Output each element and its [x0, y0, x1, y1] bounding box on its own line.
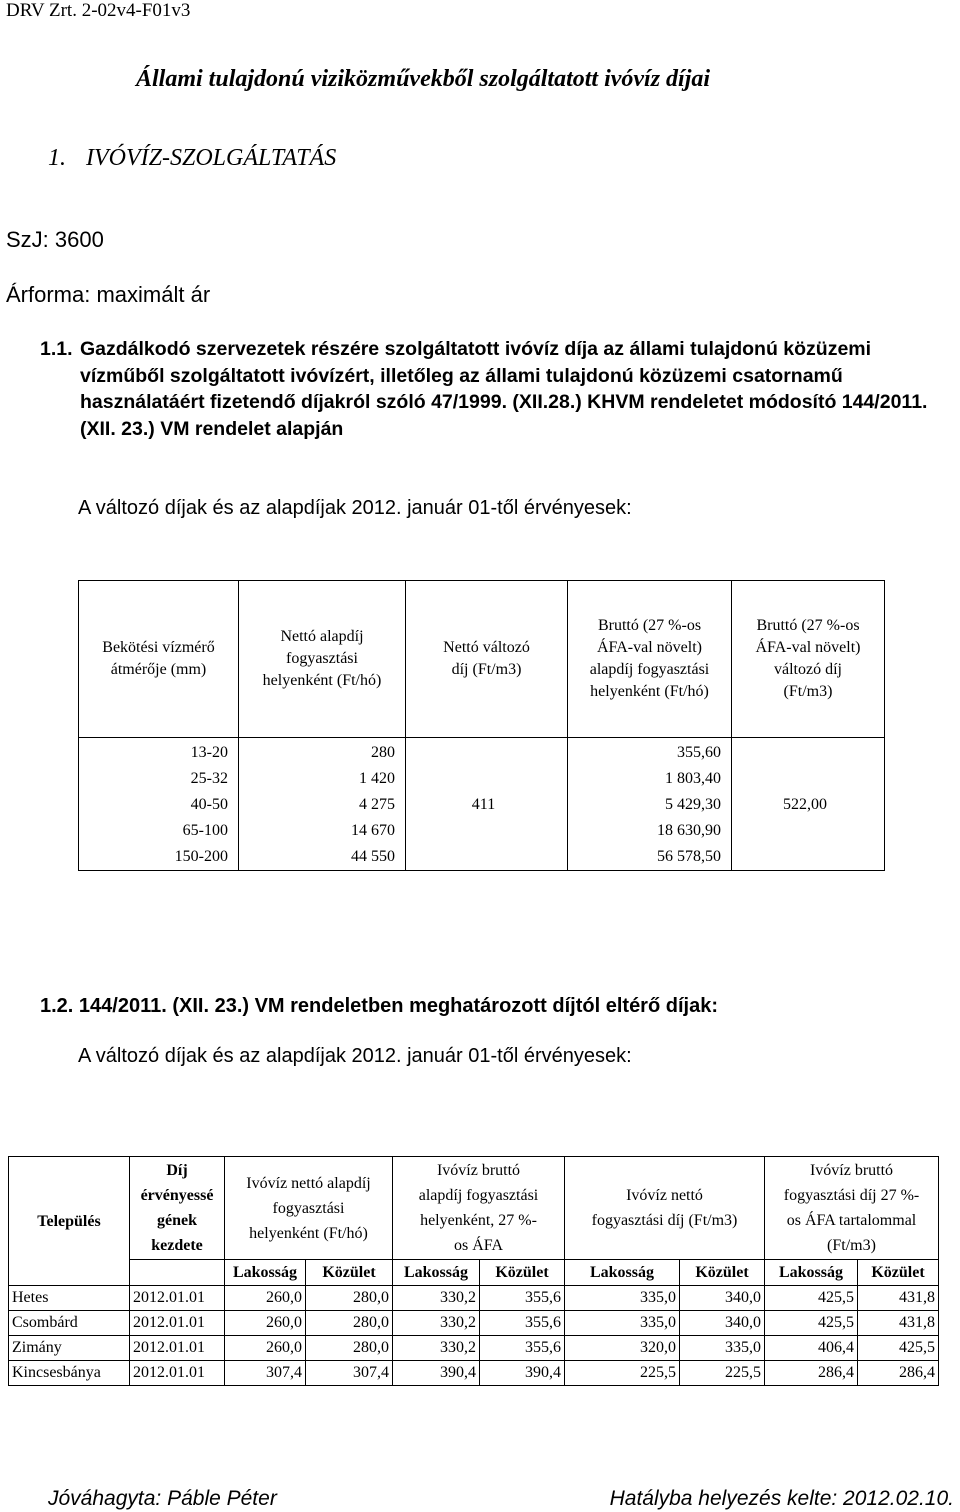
- subheader-lakossag: Lakosság: [565, 1260, 680, 1286]
- cell-net-base: 280: [239, 738, 406, 767]
- cell-gross-base: 355,60: [677, 744, 721, 761]
- cell-value: 425,5: [765, 1311, 858, 1336]
- col-header-gross-variable: Bruttó (27 %-os ÁFA-val növelt) változó díj (Ft/m3): [732, 581, 885, 738]
- table-row: [9, 1286, 939, 1311]
- table-row: [9, 1336, 939, 1361]
- cell-value: 280,0: [306, 1311, 393, 1336]
- col-header-date: Díj érvényessé gének kezdete: [130, 1157, 225, 1260]
- cell-net-base: 1 420: [239, 766, 406, 792]
- cell-value: 355,6: [480, 1336, 565, 1361]
- document-code: DRV Zrt. 2-02v4-F01v3: [6, 0, 191, 21]
- cell-net-base: 44 550: [239, 844, 406, 871]
- table-header-row: [79, 581, 885, 738]
- cell-value: 286,4: [858, 1361, 939, 1386]
- cell-value: 431,8: [858, 1286, 939, 1311]
- cell-value: 431,8: [858, 1311, 939, 1336]
- cell-value: 335,0: [680, 1336, 765, 1361]
- cell-value: 330,2: [393, 1286, 480, 1311]
- subheader-lakossag: Lakosság: [765, 1260, 858, 1286]
- subsection-1-2: 1.2. 144/2011. (XII. 23.) VM rendeletben meghatározott díjtól eltérő díjak:: [40, 995, 718, 1017]
- cell-settlement: Csombárd: [9, 1311, 130, 1336]
- cell-gross-base: 1 803,40: [665, 770, 721, 787]
- subheader-kozulet: Közület: [306, 1260, 393, 1286]
- effective-date: Hatályba helyezés kelte: 2012.02.10.: [609, 1487, 954, 1510]
- cell-value: 340,0: [680, 1286, 765, 1311]
- cell-gross-base: 5 429,30: [665, 796, 721, 813]
- cell-date: 2012.01.01: [130, 1361, 225, 1386]
- cell-value: 260,0: [225, 1286, 306, 1311]
- cell-net-variable: 411: [406, 738, 568, 871]
- section-number: 1.: [48, 145, 66, 171]
- col-header-gross-variable: Ivóvíz bruttó fogyasztási díj 27 %- os ÁFA tartalommal (Ft/m3): [765, 1157, 939, 1260]
- cell-value: 330,2: [393, 1311, 480, 1336]
- cell-settlement: Hetes: [9, 1286, 130, 1311]
- cell-value: 355,6: [480, 1311, 565, 1336]
- table-header-row: [9, 1157, 939, 1260]
- cell-value: 355,6: [480, 1286, 565, 1311]
- szj-code: SzJ: 3600: [6, 227, 104, 252]
- cell-diameter: 25-32: [79, 766, 239, 792]
- col-header-gross-base: Bruttó (27 %-os ÁFA-val növelt) alapdíj fogyasztási helyenként (Ft/hó): [568, 581, 732, 738]
- cell-value: 320,0: [565, 1336, 680, 1361]
- cell-value: 390,4: [393, 1361, 480, 1386]
- cell-value: 425,5: [765, 1286, 858, 1311]
- cell-settlement: Kincsesbánya: [9, 1361, 130, 1386]
- cell-value: 390,4: [480, 1361, 565, 1386]
- col-header-net-base: Ivóvíz nettó alapdíj fogyasztási helyenként (Ft/hó): [225, 1157, 393, 1260]
- cell-value: 225,5: [680, 1361, 765, 1386]
- subheader-blank: [130, 1260, 225, 1286]
- cell-value: 425,5: [858, 1336, 939, 1361]
- col-header-settlement: Település: [9, 1157, 130, 1286]
- table-row: [9, 1311, 939, 1336]
- cell-value: 406,4: [765, 1336, 858, 1361]
- fee-table-1: [78, 580, 885, 871]
- validity-note-1: A változó díjak és az alapdíjak 2012. január 01-től érvényesek:: [78, 497, 632, 519]
- col-header-net-base: Nettó alapdíj fogyasztási helyenként (Ft/hó): [239, 581, 406, 738]
- cell-diameter: 13-20: [79, 738, 239, 767]
- page-title: Állami tulajdonú viziközművekből szolgáltatott ivóvíz díjai: [136, 66, 711, 92]
- cell-value: 225,5: [565, 1361, 680, 1386]
- cell-gross-base: 18 630,90: [657, 822, 721, 839]
- cell-gross-variable: 522,00: [732, 738, 885, 871]
- col-header-diameter: Bekötési vízmérő átmérője (mm): [79, 581, 239, 738]
- cell-net-base: 14 670: [239, 818, 406, 844]
- cell-date: 2012.01.01: [130, 1311, 225, 1336]
- cell-value: 307,4: [306, 1361, 393, 1386]
- cell-date: 2012.01.01: [130, 1336, 225, 1361]
- section-title-text: IVÓVÍZ-SZOLGÁLTATÁS: [86, 145, 337, 171]
- cell-settlement: Zimány: [9, 1336, 130, 1361]
- cell-value: 335,0: [565, 1311, 680, 1336]
- subheader-kozulet: Közület: [680, 1260, 765, 1286]
- section-title: [48, 145, 356, 172]
- cell-value: 307,4: [225, 1361, 306, 1386]
- cell-net-base: 4 275: [239, 792, 406, 818]
- cell-value: 286,4: [765, 1361, 858, 1386]
- subheader-kozulet: Közület: [858, 1260, 939, 1286]
- cell-diameter: 150-200: [79, 844, 239, 871]
- col-header-net-variable: Ivóvíz nettó fogyasztási díj (Ft/m3): [565, 1157, 765, 1260]
- table-row: [79, 738, 885, 767]
- cell-date: 2012.01.01: [130, 1286, 225, 1311]
- cell-value: 340,0: [680, 1311, 765, 1336]
- cell-value: 280,0: [306, 1336, 393, 1361]
- cell-value: 260,0: [225, 1311, 306, 1336]
- subsection-1-1-number: 1.1.: [40, 338, 73, 360]
- cell-value: 335,0: [565, 1286, 680, 1311]
- cell-diameter: 40-50: [79, 792, 239, 818]
- cell-gross-base: 56 578,50: [568, 844, 732, 871]
- subheader-lakossag: Lakosság: [393, 1260, 480, 1286]
- col-header-gross-base: Ivóvíz bruttó alapdíj fogyasztási helyenként, 27 %- os ÁFA: [393, 1157, 565, 1260]
- approved-by: Jóváhagyta: Páble Péter: [48, 1487, 277, 1510]
- cell-value: 280,0: [306, 1286, 393, 1311]
- cell-value: 260,0: [225, 1336, 306, 1361]
- table-row: [9, 1361, 939, 1386]
- fee-table-2: [8, 1156, 939, 1386]
- validity-note-2: A változó díjak és az alapdíjak 2012. január 01-től érvényesek:: [78, 1045, 632, 1067]
- price-form: Árforma: maximált ár: [6, 282, 211, 307]
- cell-diameter: 65-100: [79, 818, 239, 844]
- cell-value: 330,2: [393, 1336, 480, 1361]
- subsection-1-1-text: Gazdálkodó szervezetek részére szolgáltatott ivóvíz díja az állami tulajdonú közüzemi vízműből szolgáltatott ivóvízért, illetőleg az állami tulajdonú közüzemi csatornamű használatáért fizetendő díjakról szóló 47/1999. (XII.28.) KHVM rendeletet módosító 144/2011. (XII. 23.) VM rendelet alapján: [80, 338, 928, 440]
- table-subheader-row: [9, 1260, 939, 1286]
- col-header-net-variable: Nettó változó díj (Ft/m3): [406, 581, 568, 738]
- subheader-kozulet: Közület: [480, 1260, 565, 1286]
- subheader-lakossag: Lakosság: [225, 1260, 306, 1286]
